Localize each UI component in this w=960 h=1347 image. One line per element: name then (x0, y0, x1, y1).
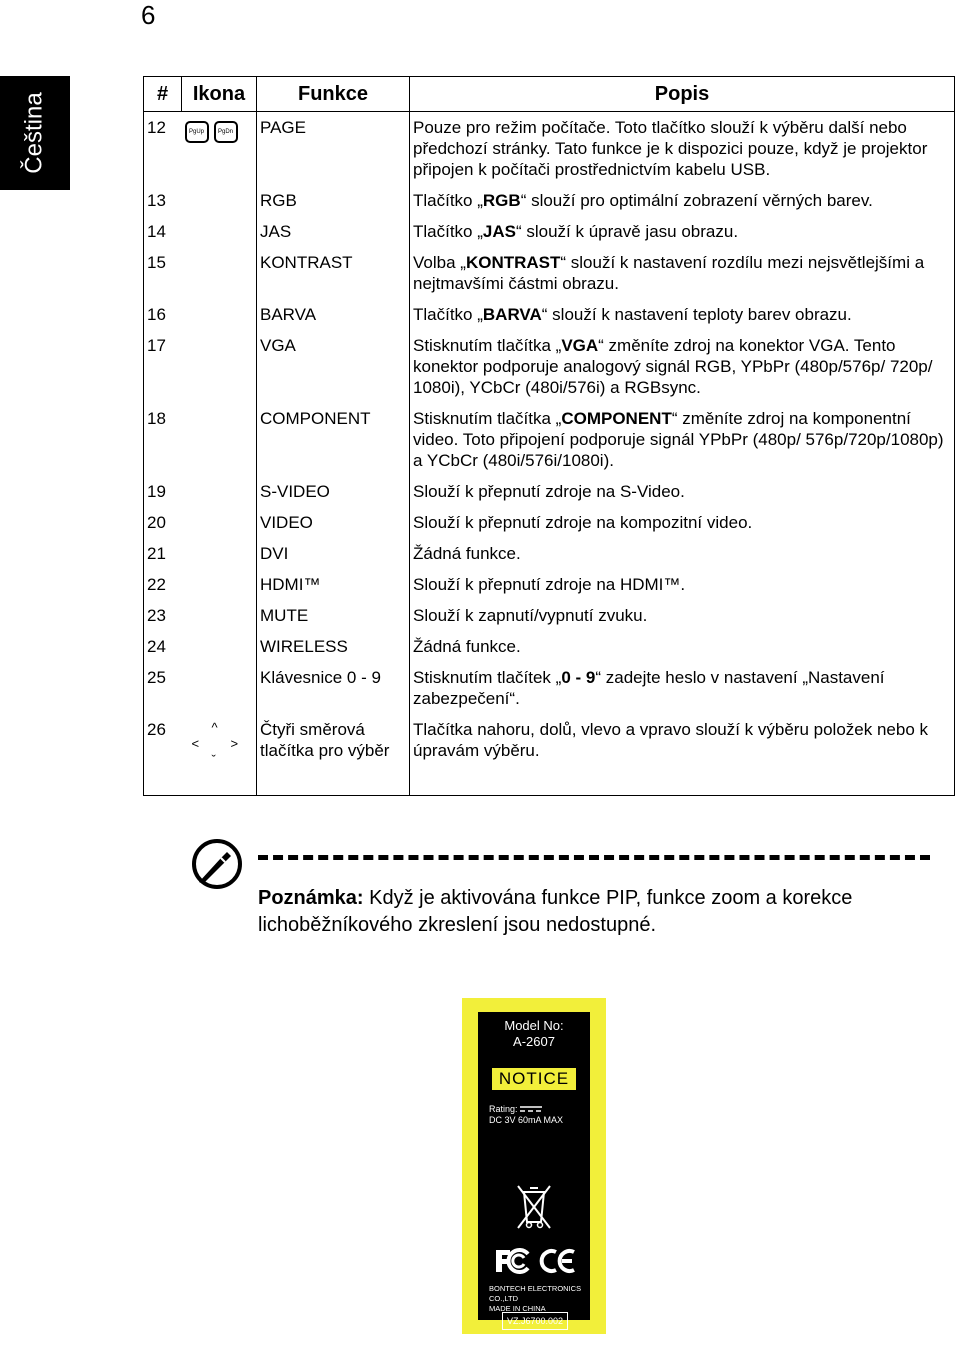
table-row (144, 330, 955, 403)
fcc-ce-marks-icon (492, 1246, 576, 1276)
desc-bold: VGA (561, 336, 599, 355)
desc-text: Tlačítko „ (413, 191, 483, 210)
row-function: PAGE (257, 112, 410, 186)
remote-functions-table (143, 76, 955, 796)
row-function: BARVA (257, 299, 410, 330)
row-num: 12 (144, 112, 182, 186)
row-icon (182, 662, 257, 714)
row-description: Žádná funkce. (410, 631, 955, 662)
desc-text: “ zadejte heslo v nastavení „Nastavení zabezpečení“. (413, 668, 885, 708)
row-num: 14 (144, 216, 182, 247)
table-row (144, 403, 955, 476)
desc-text: “ slouží k nastavení rozdílu mezi nejsvětlejšími a nejtmavšími částmi obrazu. (413, 253, 925, 293)
row-icon (182, 330, 257, 403)
header-function: Funkce (257, 77, 410, 112)
row-description: Žádná funkce. (410, 538, 955, 569)
table-row (144, 112, 955, 186)
row-num: 23 (144, 600, 182, 631)
rating (489, 1104, 563, 1126)
row-icon (182, 476, 257, 507)
desc-bold: COMPONENT (561, 409, 672, 428)
row-icon (182, 112, 257, 186)
note-body: Když je aktivována funkce PIP, funkce zoom a korekce lichoběžníkového zkreslení jsou nedostupné. (258, 887, 853, 936)
language-tab (0, 76, 70, 190)
table-row (144, 538, 955, 569)
page-up-icon: PgUp (185, 121, 209, 143)
row-description: Tlačítka nahoru, dolů, vlevo a vpravo slouží k výběru položek nebo k úpravám výběru. (410, 714, 955, 796)
dc-symbol-icon (520, 1106, 542, 1112)
row-icon (182, 714, 257, 796)
model-value: A-2607 (513, 1034, 555, 1049)
desc-text: Tlačítko „ (413, 305, 483, 324)
row-function: COMPONENT (257, 403, 410, 476)
row-icon (182, 185, 257, 216)
row-description: Slouží k zapnutí/vypnutí zvuku. (410, 600, 955, 631)
row-icon (182, 403, 257, 476)
row-function: WIRELESS (257, 631, 410, 662)
desc-bold: JAS (482, 222, 516, 241)
table-row (144, 600, 955, 631)
desc-bold: BARVA (482, 305, 542, 324)
row-icon (182, 569, 257, 600)
desc-text: “ slouží pro optimální zobrazení věrných barev. (520, 191, 873, 210)
row-icon (182, 299, 257, 330)
desc-text: Tlačítko „ (413, 222, 483, 241)
manufacturer (489, 1284, 581, 1314)
language-tab-label: Čeština (21, 92, 48, 174)
product-label-panel (478, 1012, 590, 1326)
row-description: Slouží k přepnutí zdroje na S-Video. (410, 476, 955, 507)
row-num: 24 (144, 631, 182, 662)
row-description: Slouží k přepnutí zdroje na HDMI™. (410, 569, 955, 600)
row-num: 18 (144, 403, 182, 476)
header-icon: Ikona (182, 77, 257, 112)
row-function: Čtyři směrová tlačítka pro výběr (257, 714, 410, 796)
row-function: HDMI™ (257, 569, 410, 600)
row-function: RGB (257, 185, 410, 216)
maker-name: BONTECH ELECTRONICS (489, 1284, 582, 1293)
table-row (144, 714, 955, 796)
desc-text: “ slouží k úpravě jasu obrazu. (515, 222, 739, 241)
row-icon (182, 538, 257, 569)
row-num: 16 (144, 299, 182, 330)
table-row (144, 299, 955, 330)
weee-bin-icon (514, 1182, 554, 1232)
desc-bold: RGB (482, 191, 521, 210)
rating-label: Rating: (489, 1104, 518, 1114)
row-description (410, 216, 955, 247)
row-function: MUTE (257, 600, 410, 631)
model-title: Model No: (504, 1018, 564, 1033)
part-code: VZ.J6700.002 (502, 1312, 568, 1330)
row-num: 21 (144, 538, 182, 569)
row-description (410, 185, 955, 216)
header-num: # (144, 77, 182, 112)
arrow-up-icon: ^ (211, 720, 218, 735)
desc-text: Stisknutím tlačítka „ (413, 336, 562, 355)
row-icon (182, 216, 257, 247)
table-row (144, 216, 955, 247)
desc-bold: 0 - 9 (561, 668, 596, 687)
desc-text: Stisknutím tlačítek „ (413, 668, 562, 687)
row-icon (182, 507, 257, 538)
maker-suffix: CO.,LTD (489, 1294, 519, 1303)
product-label (462, 998, 606, 1334)
row-description (410, 662, 955, 714)
table-row (144, 569, 955, 600)
row-function: VIDEO (257, 507, 410, 538)
row-description (410, 299, 955, 330)
note-divider (258, 855, 930, 860)
row-num: 13 (144, 185, 182, 216)
note-label: Poznámka: (258, 887, 364, 909)
row-function: JAS (257, 216, 410, 247)
note-pen-icon (191, 838, 243, 890)
desc-bold: KONTRAST (465, 253, 561, 272)
desc-text: “ změníte zdroj na konektor VGA. Tento konektor podporuje analogový signál RGB, YPbPr (480p/576p/ 720p/ (413, 336, 933, 376)
row-num: 26 (144, 714, 182, 796)
row-function: VGA (257, 330, 410, 403)
row-num: 19 (144, 476, 182, 507)
note-paragraph (258, 885, 938, 939)
desc-text: “ slouží k nastavení teploty barev obrazu. (541, 305, 852, 324)
row-function: DVI (257, 538, 410, 569)
row-description: Slouží k přepnutí zdroje na kompozitní video. (410, 507, 955, 538)
table-row (144, 631, 955, 662)
row-num: 20 (144, 507, 182, 538)
row-function: KONTRAST (257, 247, 410, 299)
row-function: S-VIDEO (257, 476, 410, 507)
desc-text: Stisknutím tlačítka „ (413, 409, 562, 428)
page-number: 6 (141, 0, 156, 30)
desc-text: Volba „ (413, 253, 466, 272)
header-description: Popis (410, 77, 955, 112)
table-row (144, 185, 955, 216)
table-header-row (144, 77, 955, 112)
row-description (410, 330, 955, 403)
row-description (410, 403, 955, 476)
table-row (144, 476, 955, 507)
row-num: 17 (144, 330, 182, 403)
row-num: 22 (144, 569, 182, 600)
table-row (144, 507, 955, 538)
rating-value: DC 3V 60mA MAX (489, 1115, 564, 1125)
table-row (144, 662, 955, 714)
page-down-icon: PgDn (214, 121, 238, 143)
maker-origin: MADE IN CHINA (489, 1304, 546, 1313)
arrow-right-icon: > (230, 736, 239, 751)
row-description: Pouze pro režim počítače. Toto tlačítko slouží k výběru další nebo předchozí stránky. Tato funkce je k dispozici pouze, když je projektor připojen k počítači prostřednictvím kabelu USB. (410, 112, 955, 186)
row-description (410, 247, 955, 299)
table-row (144, 247, 955, 299)
arrow-left-icon: < (191, 736, 200, 751)
row-icon (182, 600, 257, 631)
arrow-down-icon: ˇ (211, 752, 216, 767)
desc-text: 1080i), YCbCr (480i/576i) a RGBsync. (413, 378, 701, 397)
model-number (478, 1018, 590, 1050)
direction-arrows-icon (185, 719, 245, 769)
row-icon (182, 247, 257, 299)
row-icon (182, 631, 257, 662)
row-function: Klávesnice 0 - 9 (257, 662, 410, 714)
notice-banner: NOTICE (492, 1068, 576, 1090)
row-num: 15 (144, 247, 182, 299)
desc-text: “ změníte zdroj na komponentní video. Toto připojení podporuje signál YPbPr (480p/ 576p/720p/1080p) a YCbCr (480i/576i/1080i). (413, 409, 944, 470)
row-num: 25 (144, 662, 182, 714)
